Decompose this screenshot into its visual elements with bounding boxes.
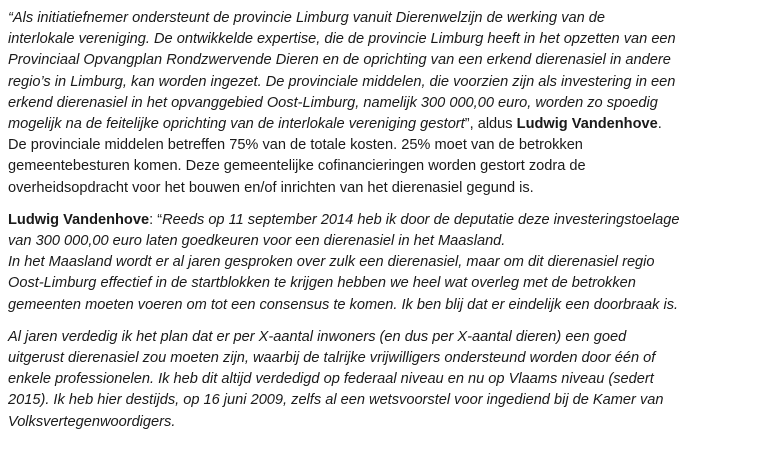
text-line [8,390,770,411]
document-body [8,8,770,433]
text-line [8,135,770,156]
text-line [8,114,770,135]
text-line [8,178,770,199]
text-line [8,327,770,348]
text-segment: erkend dierenasiel in het opvanggebied Oost-Limburg, namelijk 300 000,00 euro, worden zo spoedig [8,94,658,111]
text-line [8,369,770,390]
text-line [8,252,770,273]
text-segment: Provinciaal Opvangplan Rondzwervende Dieren en de oprichting van een erkend dierenasiel in andere [8,52,671,69]
text-segment: : “ [149,211,163,228]
text-line [8,29,770,50]
text-segment: Reeds op 11 september 2014 heb ik door de deputatie deze investeringstoelage [162,211,680,228]
text-segment: Oost-Limburg effectief in de startblokken te krijgen hebben we heel wat overleg met de betrokken [8,275,636,292]
text-segment: van 300 000,00 euro laten goedkeuren voor een dierenasiel in het Maasland. [8,233,506,250]
paragraph-quote-province [8,8,770,199]
text-segment: gemeentebesturen komen. Deze gemeentelijke cofinancieringen worden gestort zodra de [8,158,586,175]
text-line [8,295,770,316]
text-segment: Al jaren verdedig ik het plan dat er per X-aantal inwoners (en dus per X-aantal dieren) een goed [8,328,627,345]
text-line [8,72,770,93]
speaker-name: Ludwig Vandenhove [516,116,658,133]
paragraph-quote-vandenhove [8,210,770,316]
text-line [8,348,770,369]
speaker-name: Ludwig Vandenhove [8,211,150,228]
text-segment: mogelijk na de feitelijke oprichting van de interlokale vereniging gestort [8,116,465,133]
text-segment: regio’s in Limburg, kan worden ingezet. De provinciale middelen, die voorzien zijn als investering in een [8,73,676,90]
text-segment: interlokale vereniging. De ontwikkelde expertise, die de provincie Limburg heeft in het opzetten van een [8,31,676,48]
text-segment: 2015). Ik heb hier destijds, op 16 juni 2009, zelfs al een wetsvoorstel voor ingediend bij de Kamer van [8,392,664,409]
text-segment: Volksvertegenwoordigers. [8,413,176,430]
text-segment: overheidsopdracht voor het bouwen en/of inrichten van het dierenasiel gegund is. [8,179,534,196]
text-line [8,156,770,177]
text-segment: In het Maasland wordt er al jaren gesproken over zulk een dierenasiel, maar om dit dierenasiel regio [8,254,655,271]
text-line [8,231,770,252]
text-line [8,273,770,294]
text-line [8,50,770,71]
text-segment: uitgerust dierenasiel zou moeten zijn, waarbij de talrijke vrijwilligers ondersteund worden door één of [8,350,656,367]
text-segment: ”, aldus [464,116,517,133]
text-segment: “Als initiatiefnemer ondersteunt de provincie Limburg vanuit Dierenwelzijn de werking van de [8,10,606,26]
text-line [8,8,770,29]
text-line [8,412,770,433]
text-segment: gemeenten moeten voeren om tot een consensus te komen. Ik ben blij dat er eindelijk een doorbraak is. [8,296,679,313]
text-segment: enkele professionelen. Ik heb dit altijd verdedigd op federaal niveau en nu op Vlaams niveau (sedert [8,371,654,388]
text-segment: De provinciale middelen betreffen 75% van de totale kosten. 25% moet van de betrokken [8,137,583,154]
text-line [8,210,770,231]
paragraph-plan [8,327,770,433]
text-line [8,93,770,114]
text-segment: . [657,116,662,133]
